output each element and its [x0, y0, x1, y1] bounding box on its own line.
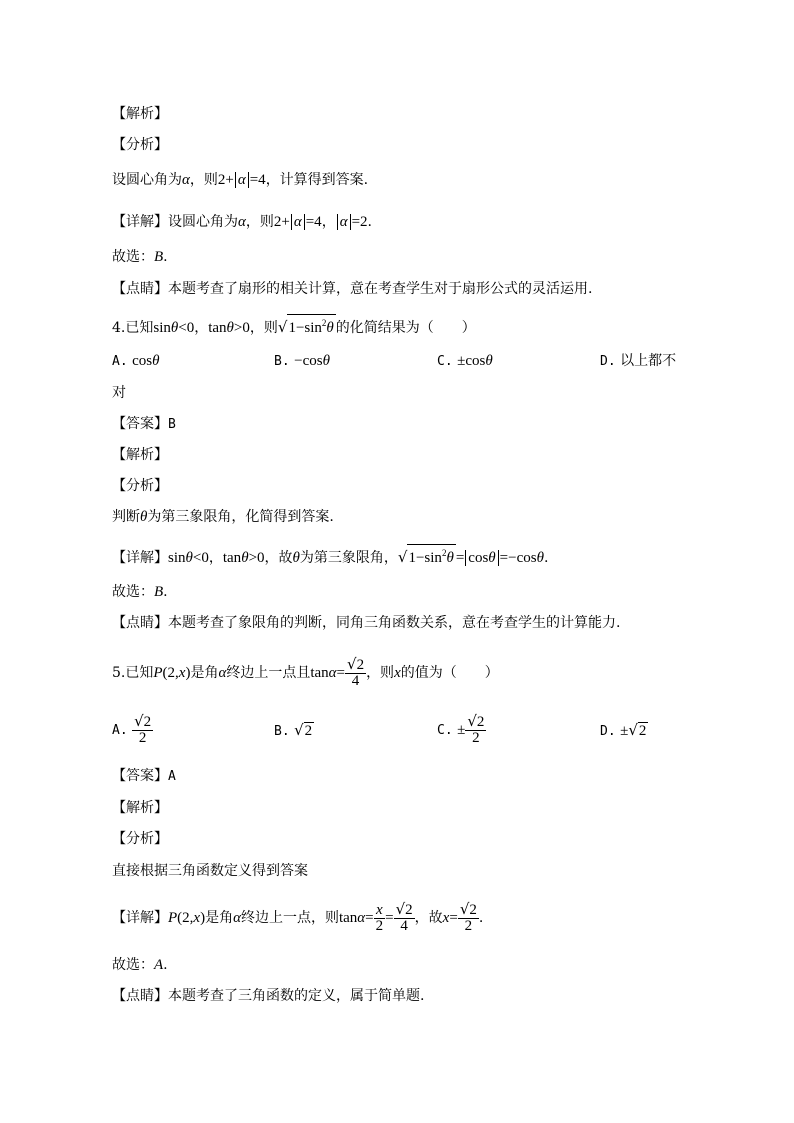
q5-fenxi-line: 直接根据三角函数定义得到答案: [112, 863, 308, 879]
q3-detail-line: 【详解】设圆心角为α，则2+ α =4， α =2.: [112, 214, 372, 230]
q4-comment-line: 【点睛】本题考查了象限角的判断，同角三角函数关系，意在考查学生的计算能力.: [112, 615, 621, 631]
q5-choose-line: 故选：A.: [112, 957, 168, 973]
q5-stem: 5.已知P(2,x)是角α终边上一点且tanα= $\frac{√2}{4}$ ，则x的值为（ ）: [112, 655, 499, 689]
q5-detail-line: 【详解】P(2,x)是角α终边上一点，则tanα= $\frac{x}{2}$ = $\frac{√2}{4}$ ，故x= $\frac{√2}{2}$ .: [112, 900, 484, 934]
fenxi-label-q4: 【分析】: [112, 478, 168, 494]
fenxi-label-q3: 【分析】: [112, 137, 168, 153]
q4-stem: 4.已知sinθ<0，tanθ>0，则$√1-\sin^2\theta$ 的化简结果为（ ）: [112, 314, 476, 334]
q4-answer-line: 【答案】B: [112, 416, 176, 432]
q3-choose-line: 故选：B.: [112, 249, 168, 265]
q5-answer-line: 【答案】A: [112, 768, 176, 784]
q4-choose-line: 故选：B.: [112, 584, 168, 600]
q5-comment-line: 【点睛】本题考查了三角函数的定义，属于简单题.: [112, 988, 425, 1004]
analysis-label-q5: 【解析】: [112, 800, 168, 816]
analysis-label-q3: 【解析】: [112, 106, 168, 122]
q3-fenxi-line: 设圆心角为α，则2+ α =4，计算得到答案.: [112, 172, 369, 188]
q3-comment-line: 【点睛】本题考查了扇形的相关计算，意在考查学生对于扇形公式的灵活运用.: [112, 281, 593, 297]
fenxi-label-q5: 【分析】: [112, 831, 168, 847]
q4-option-d-wrap: 对: [112, 385, 126, 401]
q4-option-c[interactable]: C. ±cosθ: [437, 353, 493, 369]
q4-option-d[interactable]: D. 以上都不: [600, 353, 677, 369]
q5-option-d[interactable]: D. ±√2: [600, 721, 647, 739]
q4-detail-line: 【详解】sinθ<0，tanθ>0，故θ为第三象限角，$√1-\sin^2\theta = \cos\theta =-\cos\theta$.: [112, 544, 548, 564]
q4-option-a[interactable]: A. cosθ: [112, 353, 160, 369]
q4-option-b[interactable]: B. −cosθ: [274, 353, 330, 369]
q4-fenxi-line: 判断θ为第三象限角，化简得到答案.: [112, 509, 334, 525]
q5-option-c[interactable]: C. ± $\frac{√2}{2}$: [437, 712, 485, 746]
q5-option-b[interactable]: B. √2: [274, 721, 313, 739]
q5-option-a[interactable]: A. $\frac{√2}{2}$: [112, 712, 152, 746]
analysis-label-q4: 【解析】: [112, 447, 168, 463]
